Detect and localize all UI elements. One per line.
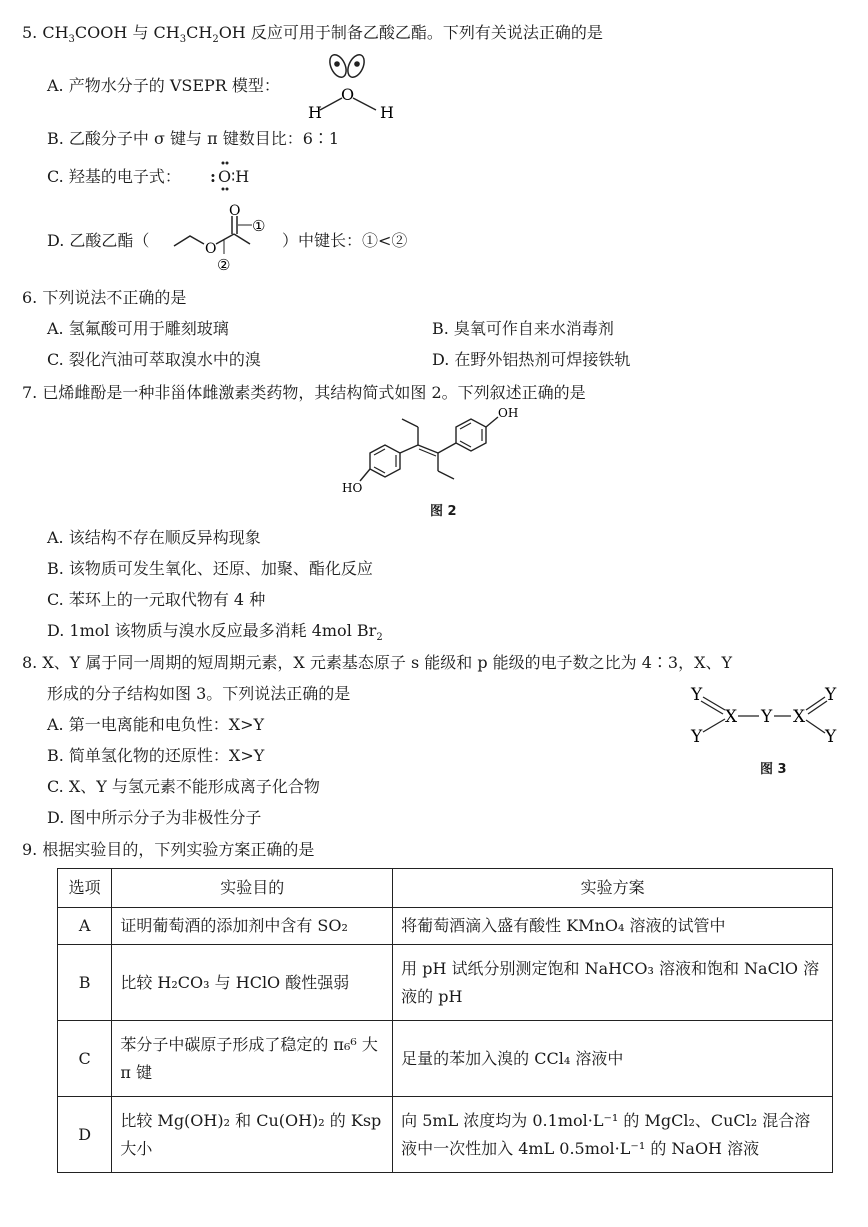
svg-text:Y: Y (761, 707, 773, 727)
experiment-table (57, 868, 833, 1173)
hydroxyl-electron-dots (218, 160, 232, 194)
water-vsepr-diagram (300, 52, 400, 122)
atom-h-left: H (308, 103, 322, 122)
table-row (58, 1021, 833, 1097)
row-plan: 向 5mL 浓度均为 0.1mol·L⁻¹ 的 MgCl₂、CuCl₂ 混合溶液中一次性加入 4mL 0.5mol·L⁻¹ 的 NaOH 溶液 (393, 1097, 833, 1173)
ethyl-acetate-structure (160, 200, 290, 275)
q5-option-d-prefix: D. 乙酸乙酯（ (47, 231, 150, 250)
carbonyl-o-label: O (229, 203, 241, 219)
q9-stem: 9. 根据实验目的，下列实验方案正确的是 (22, 840, 315, 859)
q5-option-c: C. 羟基的电子式： (47, 167, 181, 186)
row-plan: 将葡萄酒滴入盛有酸性 KMnO₄ 溶液的试管中 (393, 908, 833, 945)
q5-stem: 5. $CH_3COOH$ 与 $CH_3CH_2OH$ 反应可用于制备乙酸乙酯。下列有关说法正确的是 (22, 23, 603, 46)
header-option: 选项 (58, 869, 112, 908)
q7-option-a: A. 该结构不存在顺反异构现象 (47, 528, 261, 547)
atom-o-label: O (341, 85, 355, 104)
figure-3-caption: 图 3 (760, 762, 787, 777)
table-row (58, 908, 833, 945)
ester-o-label: O (205, 241, 217, 257)
q7-option-c: C. 苯环上的一元取代物有 4 种 (47, 590, 266, 609)
svg-text:X: X (725, 707, 738, 727)
q8-option-c: C. X、Y 与氢元素不能形成离子化合物 (47, 777, 320, 796)
svg-text:Y: Y (691, 685, 703, 705)
q7-option-d: D. 1mol 该物质与溴水反应最多消耗 4mol $Br_2$ (47, 621, 383, 644)
table-header-row (58, 869, 833, 908)
q7-stem: 7. 已烯雌酚是一种非甾体雌激素类药物，其结构简式如图 2。下列叙述正确的是 (22, 383, 586, 402)
svg-text:Y: Y (825, 685, 837, 705)
row-purpose: 比较 H₂CO₃ 与 HClO 酸性强弱 (112, 945, 393, 1021)
row-option: D (58, 1097, 112, 1173)
ho-label: HO (342, 481, 363, 495)
q5-option-b: B. 乙酸分子中 σ 键与 π 键数目比：6∶1 (47, 129, 340, 148)
atom-h-right: H (380, 103, 394, 122)
row-plan: 足量的苯加入溴的 CCl₄ 溶液中 (393, 1021, 833, 1097)
hydroxyl-electron-formula: : O∶H (210, 167, 250, 186)
row-purpose: 证明葡萄酒的添加剂中含有 SO₂ (112, 908, 393, 945)
q5-option-d-suffix: ）中键长：①<② (282, 231, 408, 250)
figure-2-caption: 图 2 (430, 504, 457, 519)
q8-stem-line2: 形成的分子结构如图 3。下列说法正确的是 (47, 684, 351, 703)
header-plan: 实验方案 (393, 869, 833, 908)
q8-option-d: D. 图中所示分子为非极性分子 (47, 808, 262, 827)
q8-stem-line1: 8. X、Y 属于同一周期的短周期元素，X 元素基态原子 s 能级和 p 能级的电子数之比为 4∶3，X、Y (22, 653, 733, 672)
row-purpose: 比较 Mg(OH)₂ 和 Cu(OH)₂ 的 Ksp 大小 (112, 1097, 393, 1173)
svg-text:Y: Y (691, 727, 703, 747)
q6-option-a: A. 氢氟酸可用于雕刻玻璃 (47, 319, 229, 338)
q6-option-d: D. 在野外铝热剂可焊接铁轨 (432, 350, 631, 369)
bond-mark-2: ② (217, 256, 231, 274)
q8-option-b: B. 简单氢化物的还原性：X>Y (47, 746, 265, 765)
svg-text:Y: Y (825, 727, 837, 747)
q6-option-c: C. 裂化汽油可萃取溴水中的溴 (47, 350, 261, 369)
table-row (58, 945, 833, 1021)
svg-text:X: X (793, 707, 806, 727)
row-option: A (58, 908, 112, 945)
diethylstilbestrol-structure (340, 405, 540, 500)
q8-option-a: A. 第一电离能和电负性：X>Y (47, 715, 265, 734)
row-plan: 用 pH 试纸分别测定饱和 NaHCO₃ 溶液和饱和 NaClO 溶液的 pH (393, 945, 833, 1021)
header-purpose: 实验目的 (112, 869, 393, 908)
xy-molecule-structure (685, 680, 845, 750)
oh-label: OH (498, 406, 519, 420)
q6-option-b: B. 臭氧可作自来水消毒剂 (432, 319, 614, 338)
row-option: C (58, 1021, 112, 1097)
q7-option-b: B. 该物质可发生氧化、还原、加聚、酯化反应 (47, 559, 373, 578)
row-option: B (58, 945, 112, 1021)
q5-option-a: A. 产物水分子的 VSEPR 模型： (47, 76, 280, 95)
bond-mark-1: ① (252, 217, 266, 235)
q6-stem: 6. 下列说法不正确的是 (22, 288, 187, 307)
table-row (58, 1097, 833, 1173)
row-purpose: 苯分子中碳原子形成了稳定的 π₆⁶ 大 π 键 (112, 1021, 393, 1097)
